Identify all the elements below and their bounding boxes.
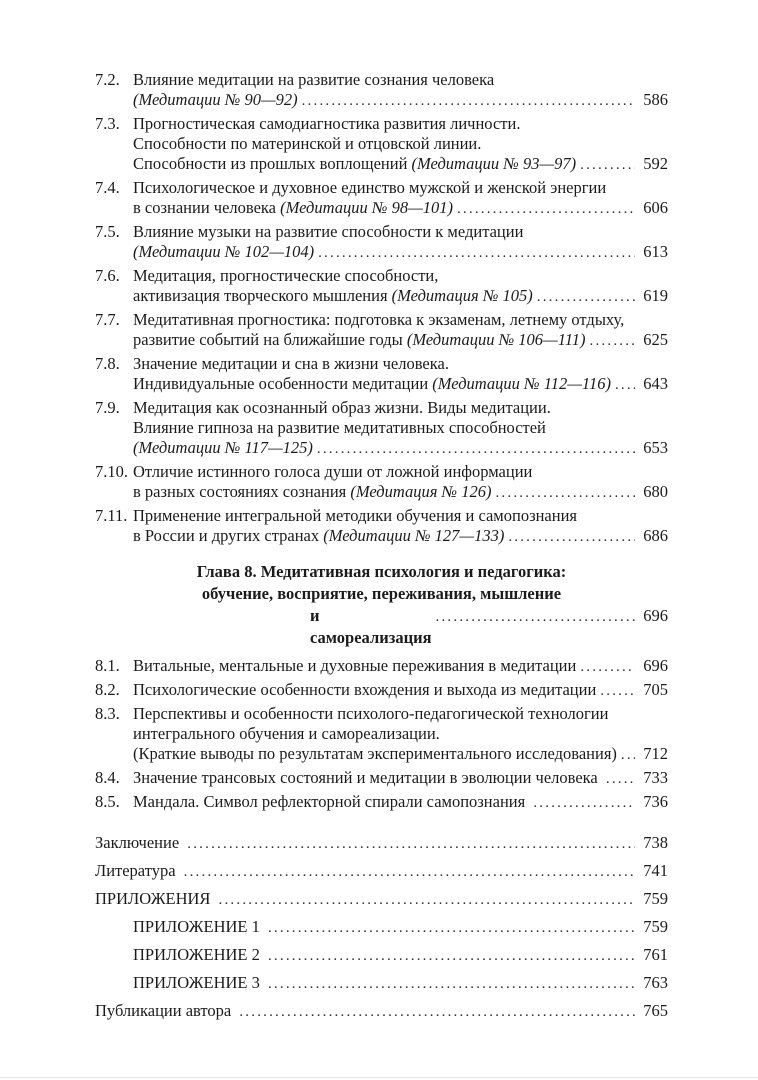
entry-line [133, 90, 668, 111]
entry-number: 7.6. [95, 266, 120, 285]
entry-body [133, 462, 668, 503]
entry-text-segment: (Медитация № 105) [391, 286, 533, 305]
leader-dots [580, 656, 635, 677]
entry-body [133, 398, 668, 459]
entry-number: 7.8. [95, 354, 120, 373]
back-matter-section [95, 833, 668, 1022]
entry-text-segment: в России и других странах [133, 526, 324, 545]
leader-dots [495, 482, 635, 503]
entry-text-segment: Индивидуальные особенности медитации [133, 374, 433, 393]
entry-body [133, 768, 668, 789]
entry-line [133, 198, 668, 219]
entry-number: 7.9. [95, 398, 120, 417]
page-number: 625 [643, 330, 668, 349]
entry-text-segment: (Медитации № 90—92) [133, 90, 298, 109]
entry-text-segment: Отличие истинного голоса души от ложной информации [133, 462, 533, 481]
back-matter-item [95, 889, 668, 910]
entry-text-segment: Психологические особенности вхождения и выхода из медитации [133, 680, 597, 699]
entry-line [133, 482, 668, 503]
leader-dots [184, 861, 635, 882]
entry-text-segment: Психологическое и духовное единство мужской и женской энергии [133, 178, 607, 197]
entry-text-segment: Значение медитации и сна в жизни человека. [133, 354, 449, 373]
entry-text-segment: Витальные, ментальные и духовные переживания в медитации [133, 656, 577, 675]
page-number: 759 [643, 889, 668, 908]
entry-line [133, 114, 668, 134]
entry-line [133, 134, 668, 154]
entry-body [133, 114, 668, 175]
chapter-heading-line: Глава 8. Медитативная психология и педагогика: [196, 562, 567, 581]
entry-text-segment: интегрального обучения и самореализации. [133, 724, 440, 743]
page-number: 696 [643, 656, 668, 675]
entry-number: 8.1. [95, 656, 120, 675]
toc-entry [95, 656, 668, 677]
entry-number: 7.2. [95, 70, 120, 89]
entry-line [133, 768, 668, 789]
page-number: 592 [643, 154, 668, 173]
entry-line [133, 266, 668, 286]
chapter-heading-text: и самореализация [310, 606, 432, 647]
entry-body [133, 506, 668, 547]
toc-entry [95, 70, 668, 111]
page-number: 733 [643, 768, 668, 787]
page-number: 759 [643, 917, 668, 936]
back-matter-label: Заключение [95, 833, 184, 852]
page-number: 680 [643, 482, 668, 501]
toc-entry [95, 266, 668, 307]
toc-entry [95, 398, 668, 459]
entry-text-segment: Влияние гипноза на развитие медитативных способностей [133, 418, 546, 437]
entry-text-segment: (Медитации № 117—125) [133, 438, 313, 457]
page-number: 613 [643, 242, 668, 261]
back-matter-item [95, 1001, 668, 1022]
back-matter-label: Литература [95, 861, 180, 880]
entry-text-segment: Способности по материнской и отцовской линии. [133, 134, 482, 153]
entry-body [133, 310, 668, 351]
entry-text-segment: (Медитации № 127—133) [323, 526, 505, 545]
entry-number: 7.3. [95, 114, 120, 133]
entry-text-segment: Влияние музыки на развитие способности к медитации [133, 222, 524, 241]
entry-text-segment: Применение интегральной методики обучения и самопознания [133, 506, 577, 525]
leader-dots [268, 973, 635, 994]
chapter7-section [95, 70, 668, 547]
entry-text-segment: активизация творческого мышления [133, 286, 392, 305]
entry-text-segment: Медитация как осознанный образ жизни. Виды медитации. [133, 398, 551, 417]
entry-body [133, 656, 668, 677]
entry-body [133, 704, 668, 765]
entry-body [133, 70, 668, 111]
page-number: 761 [643, 945, 668, 964]
entry-line [133, 310, 668, 330]
back-matter-item [95, 861, 668, 882]
entry-line [133, 242, 668, 263]
entry-text-segment: (Краткие выводы по результатам экспериментального исследования) [133, 744, 617, 763]
leader-dots [537, 286, 635, 307]
entry-line [133, 744, 668, 765]
leader-dots [533, 792, 635, 813]
page-number: 586 [643, 90, 668, 109]
toc-entry [95, 310, 668, 351]
entry-text-segment: (Медитации № 98—101) [280, 198, 453, 217]
entry-line [133, 418, 668, 438]
entry-text-segment: Значение трансовых состояний и медитации в эволюции человека [133, 768, 602, 787]
entry-text-segment: (Медитации № 102—104) [133, 242, 315, 261]
toc-entry [95, 704, 668, 765]
entry-text-segment: Прогностическая самодиагностика развития личности. [133, 114, 521, 133]
page-number: 686 [643, 526, 668, 545]
entry-body [133, 178, 668, 219]
back-matter-item [133, 973, 668, 994]
entry-text-segment: (Медитации № 106—111) [406, 330, 586, 349]
entry-body [133, 222, 668, 263]
entry-text-segment: (Медитации № 112—116) [432, 374, 611, 393]
page-number: 763 [643, 973, 668, 992]
back-matter-label: ПРИЛОЖЕНИЕ 1 [133, 917, 264, 936]
entry-line [133, 354, 668, 374]
entry-line [133, 656, 668, 677]
entry-text-segment: Мандала. Символ рефлекторной спирали самопознания [133, 792, 530, 811]
entry-text-segment: развитие событий на ближайшие годы [133, 330, 407, 349]
page-number: 738 [643, 833, 668, 852]
leader-dots [219, 889, 635, 910]
entry-line [133, 398, 668, 418]
leader-dots [239, 1001, 635, 1022]
entry-line [133, 462, 668, 482]
entry-line [133, 154, 668, 175]
chapter8-heading [95, 561, 668, 649]
page-number: 705 [643, 680, 668, 699]
entry-line [133, 374, 668, 395]
entry-line [133, 438, 668, 459]
toc-entry [95, 178, 668, 219]
entry-number: 7.5. [95, 222, 120, 241]
leader-dots [615, 374, 635, 395]
entry-text-segment: (Медитация № 126) [350, 482, 492, 501]
leader-dots [457, 198, 635, 219]
page-number: 741 [643, 861, 668, 880]
chapter-heading-line: обучение, восприятие, переживания, мышление [201, 584, 562, 603]
back-matter-item [95, 833, 668, 854]
entry-number: 8.5. [95, 792, 120, 811]
chapter8-section [95, 656, 668, 813]
entry-line [133, 286, 668, 307]
page-number: 696 [643, 606, 668, 625]
entry-line [133, 70, 668, 90]
leader-dots [508, 526, 635, 547]
entry-number: 7.4. [95, 178, 120, 197]
leader-dots [302, 90, 635, 111]
entry-text-segment: Медитация, прогностические способности, [133, 266, 439, 285]
leader-dots [590, 330, 635, 351]
toc-entry [95, 680, 668, 701]
leader-dots [268, 945, 635, 966]
entry-line [133, 330, 668, 351]
leader-dots [318, 242, 635, 263]
entry-line [133, 792, 668, 813]
entry-number: 7.10. [95, 462, 128, 481]
entry-number: 7.7. [95, 310, 120, 329]
entry-text-segment: в разных состояниях сознания [133, 482, 351, 501]
toc-entry [95, 222, 668, 263]
back-matter-item [133, 945, 668, 966]
page-number: 606 [643, 198, 668, 217]
toc-entry [95, 506, 668, 547]
page-number: 643 [643, 374, 668, 393]
leader-dots [187, 833, 635, 854]
toc-content [95, 70, 668, 1029]
entry-line [133, 506, 668, 526]
entry-line [133, 680, 668, 701]
entry-body [133, 680, 668, 701]
entry-number: 8.3. [95, 704, 120, 723]
back-matter-label: Публикации автора [95, 1001, 236, 1020]
back-matter-label: ПРИЛОЖЕНИЯ [95, 889, 215, 908]
toc-entry [95, 462, 668, 503]
entry-text-segment: (Медитации № 93—97) [411, 154, 577, 173]
toc-entry [95, 114, 668, 175]
toc-entry [95, 354, 668, 395]
entry-text-segment: Влияние медитации на развитие сознания человека [133, 70, 495, 89]
chapter-heading-last-line [95, 605, 668, 649]
entry-number: 8.4. [95, 768, 120, 787]
entry-line [133, 178, 668, 198]
leader-dots [317, 438, 635, 459]
entry-text-segment: Способности из прошлых воплощений [133, 154, 412, 173]
entry-text-segment: в сознании человека [133, 198, 281, 217]
entry-number: 8.2. [95, 680, 120, 699]
leader-dots [580, 154, 635, 175]
page-number: 765 [643, 1001, 668, 1020]
entry-text-segment: Медитативная прогностика: подготовка к экзаменам, летнему отдыху, [133, 310, 625, 329]
toc-entry [95, 792, 668, 813]
entry-line [133, 704, 668, 724]
page-number: 619 [643, 286, 668, 305]
back-matter-item [133, 917, 668, 938]
page-number: 736 [643, 792, 668, 811]
entry-line [133, 724, 668, 744]
leader-dots [268, 917, 635, 938]
toc-entry [95, 768, 668, 789]
entry-body [133, 354, 668, 395]
leader-dots [621, 744, 635, 765]
page-number: 712 [643, 744, 668, 763]
entry-line [133, 526, 668, 547]
scan-edge [0, 1077, 758, 1078]
entry-body [133, 266, 668, 307]
page-number: 653 [643, 438, 668, 457]
leader-dots [436, 605, 635, 628]
back-matter-label: ПРИЛОЖЕНИЕ 3 [133, 973, 264, 992]
entry-body [133, 792, 668, 813]
back-matter-label: ПРИЛОЖЕНИЕ 2 [133, 945, 264, 964]
leader-dots [600, 680, 635, 701]
entry-text-segment: Перспективы и особенности психолого-педагогической технологии [133, 704, 609, 723]
leader-dots [606, 768, 635, 789]
entry-line [133, 222, 668, 242]
entry-number: 7.11. [95, 506, 128, 525]
